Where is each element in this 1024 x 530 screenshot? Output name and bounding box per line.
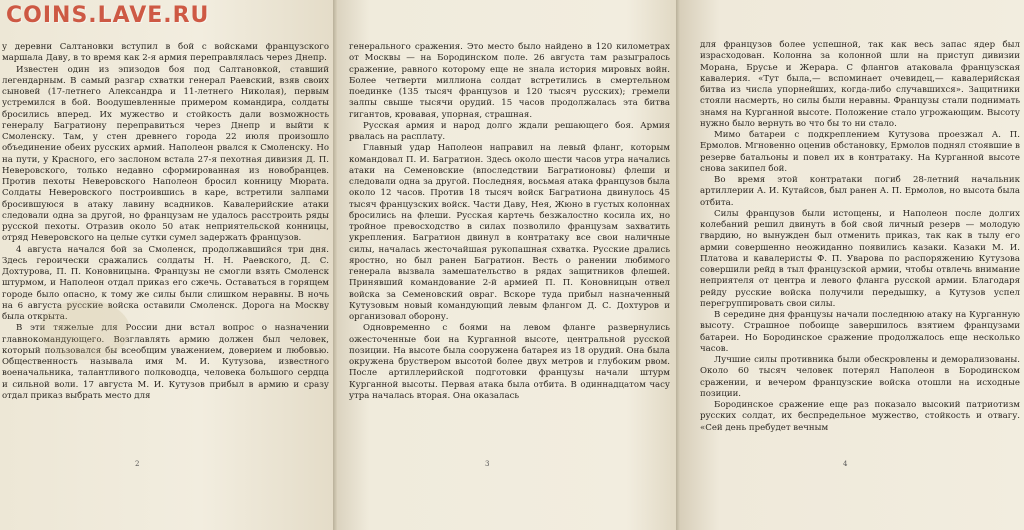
- paragraph: Мимо батареи с подкреплением Кутузова проезжал А. П. Ермолов. Мгновенно оценив обстановку, Ермолов поднял стоявшие в резерве батальоны и повел их в контратаку. На Курганной высоте снова закипел бой.: [700, 130, 1020, 174]
- paragraph: для французов более успешной, так как весь запас ядер был израсходован. Колонна за колонной шли на приступ дивизии Морана, Брусье и Жерара. С флангов атаковала французская кавалерия. «Тут была,— вспоминает очевидец,— кавалерийская битва из числа упорнейших, когда-либо случавшихся». Защитники стояли насмерть, но силы были неравны. Французы стали поднимать знамя на Курганной высоте. Положение стало угрожающим. Высоту нужно было вернуть во что бы то ни стало.: [700, 40, 1020, 129]
- paragraph: генерального сражения. Это место было найдено в 120 километрах от Москвы — на Бородинском поле. 26 августа там разыгралось сражение, равного которому еще не знала история мировых войн. Более четверти миллиона солдат встретились в смертельном поединке (135 тысяч французов и 120 тысяч русских); гремели залпы свыше тысячи орудий. 15 часов продолжалась эта битва гигантов, кровавая, упорная, страшная.: [349, 42, 670, 120]
- paragraph: Русская армия и народ долго ждали решающего боя. Армия рвалась на расплату.: [349, 120, 670, 142]
- paragraph: Известен один из эпизодов боя под Салтановкой, ставший легендарным. В самый разгар схватки генерал Раевский, взяв своих сыновей (17-летнего Александра и 11-летнего Николая), первым устремился в бой. Воодушевленные примером командира, солдаты бросились вперед. Их мужество и стойкость дали возможность генералу Багратиону переправиться через Днепр и выйти к Смоленску. Там, у стен древнего города 22 июля произошло объединение обеих русских армий. Наполеон рвался к Смоленску. Но на пути, у Красного, его заслоном встала 27-я пехотная дивизия Д. П. Неверовского, только недавно сформированная из новобранцев. Против пехоты Неверовского Наполеон бросил конницу Мюрата. Солдаты Неверовского построившись в каре, встретили залпами бросившуюся в атаку лавину всадников. Кавалерийские атаки следовали одна за другой, но французам не удалось расстроить ряды русской пехоты. Отразив около 50 атак неприятельской конницы, отряд Неверовского на целые сутки сумел задержать французов.: [2, 64, 329, 244]
- page-3: [335, 0, 678, 530]
- page-4-text: [700, 40, 1020, 434]
- page-number: 2: [135, 460, 140, 468]
- paragraph: Лучшие силы противника были обескровлены и деморализованы. Около 60 тысяч человек потерял Наполеон в Бородинском сражении, и вечером французские войска отошли на исходные позиции.: [700, 355, 1020, 399]
- paragraph: Бородинское сражение еще раз показало высокий патриотизм русских солдат, их беспредельное мужество, стойкость и отвагу. «Сей день пребудет вечным: [700, 400, 1020, 433]
- paragraph: Главный удар Наполеон направил на левый фланг, которым командовал П. И. Багратион. Здесь около шести часов утра начались атаки на Семеновские (впоследствии Багратионовы) флеши и следовали одна за другой. Последняя, восьмая атака французов была около 12 часов. Против 18 тысяч войск Багратиона двинулось 45 тысяч французских войск. Части Даву, Нея, Жюно в густых колоннах бросились на флеши. Русская картечь безжалостно косила их, но тройное превосходство в силах позволило французам захватить укрепления. Багратион двинул в контратаку все свои наличные силы, началась жесточайшая рукопашная схватка. Русские дрались яростно, но был ранен Багратион. Весть о ранении любимого генерала вызвала замешательство в рядах защитников флешей. Принявший командование 2-й армией П. П. Коновницын отвел войска за Семеновский овраг. Вскоре туда прибыл назначенный Кутузовым новый командующий левым флангом Д. С. Дохтуров и организовал оборону.: [349, 143, 670, 322]
- paragraph: Силы французов были истощены, и Наполеон после долгих колебаний решил двинуть в бой свой личный резерв — молодую гвардию, но вынужден был отменить приказ, так как в тылу его армии совершенно неожиданно появились казаки. Казаки М. И. Платова и кавалеристы Ф. П. Уварова по распоряжению Кутузова совершили рейд в тыл французской армии, чтобы отвлечь внимание неприятеля от центра и левого фланга русской армии. Благодаря рейду русские войска получили передышку, а Кутузов успел перегруппировать свои силы.: [700, 208, 1020, 309]
- paragraph: 4 августа начался бой за Смоленск, продолжавшийся три дня. Здесь героически сражались солдаты Н. Н. Раевского, Д. С. Дохтурова, П. П. Коновницына. Французы не смогли взять Смоленск штурмом, и Наполеон отдал приказ его сжечь. Оставаться в горящем городе было опасно, к тому же силы были слишком неравны. В ночь на 6 августа русские войска оставили Смоленск. Дорога на Москву была открыта.: [2, 244, 329, 322]
- site-watermark: COINS.LAVE.RU: [6, 3, 210, 28]
- page-fold: [333, 0, 337, 530]
- page-2: [0, 0, 335, 530]
- paragraph: В эти тяжелые для России дни встал вопрос о назначении главнокомандующего. Возглавлять армию должен был человек, который пользовался бы всеобщим уважением, доверием и любовью. Общественность называла имя М. И. Кутузова, известного военачальника, талантливого полководца, человека большого сердца и сильной воли. 17 августа М. И. Кутузов прибыл в армию и сразу отдал приказ выбрать место для: [2, 323, 329, 401]
- paragraph: Одновременно с боями на левом фланге развернулись ожесточенные бои на Курганной высоте, центральной русской позиции. На высоте была сооружена батарея из 18 орудий. Она была окружена бруствером высотой более двух метров и глубоким рвом. После артиллерийской подготовки французы начали штурм Курганной высоты. Первая атака была отбита. В одиннадцатом часу утра началась вторая. Она оказалась: [349, 323, 670, 401]
- paragraph: Во время этой контратаки погиб 28-летний начальник артиллерии А. И. Кутайсов, был ранен А. П. Ермолов, но высота была отбита.: [700, 175, 1020, 208]
- paper-stain: [40, 300, 130, 360]
- page-4: [678, 0, 1024, 530]
- page-number: 3: [485, 460, 490, 468]
- page-number: 4: [843, 460, 848, 468]
- page-fold: [676, 0, 680, 530]
- page-3-text: [349, 42, 670, 402]
- paragraph: В середине дня французы начали последнюю атаку на Курганную высоту. Страшное побоище завершилось взятием французами батареи. Но Бородинское сражение продолжалось еще несколько часов.: [700, 310, 1020, 354]
- paragraph: у деревни Салтановки вступил в бой с войсками французского маршала Даву, в то время как 2-я армия переправлялась через Днепр.: [2, 42, 329, 64]
